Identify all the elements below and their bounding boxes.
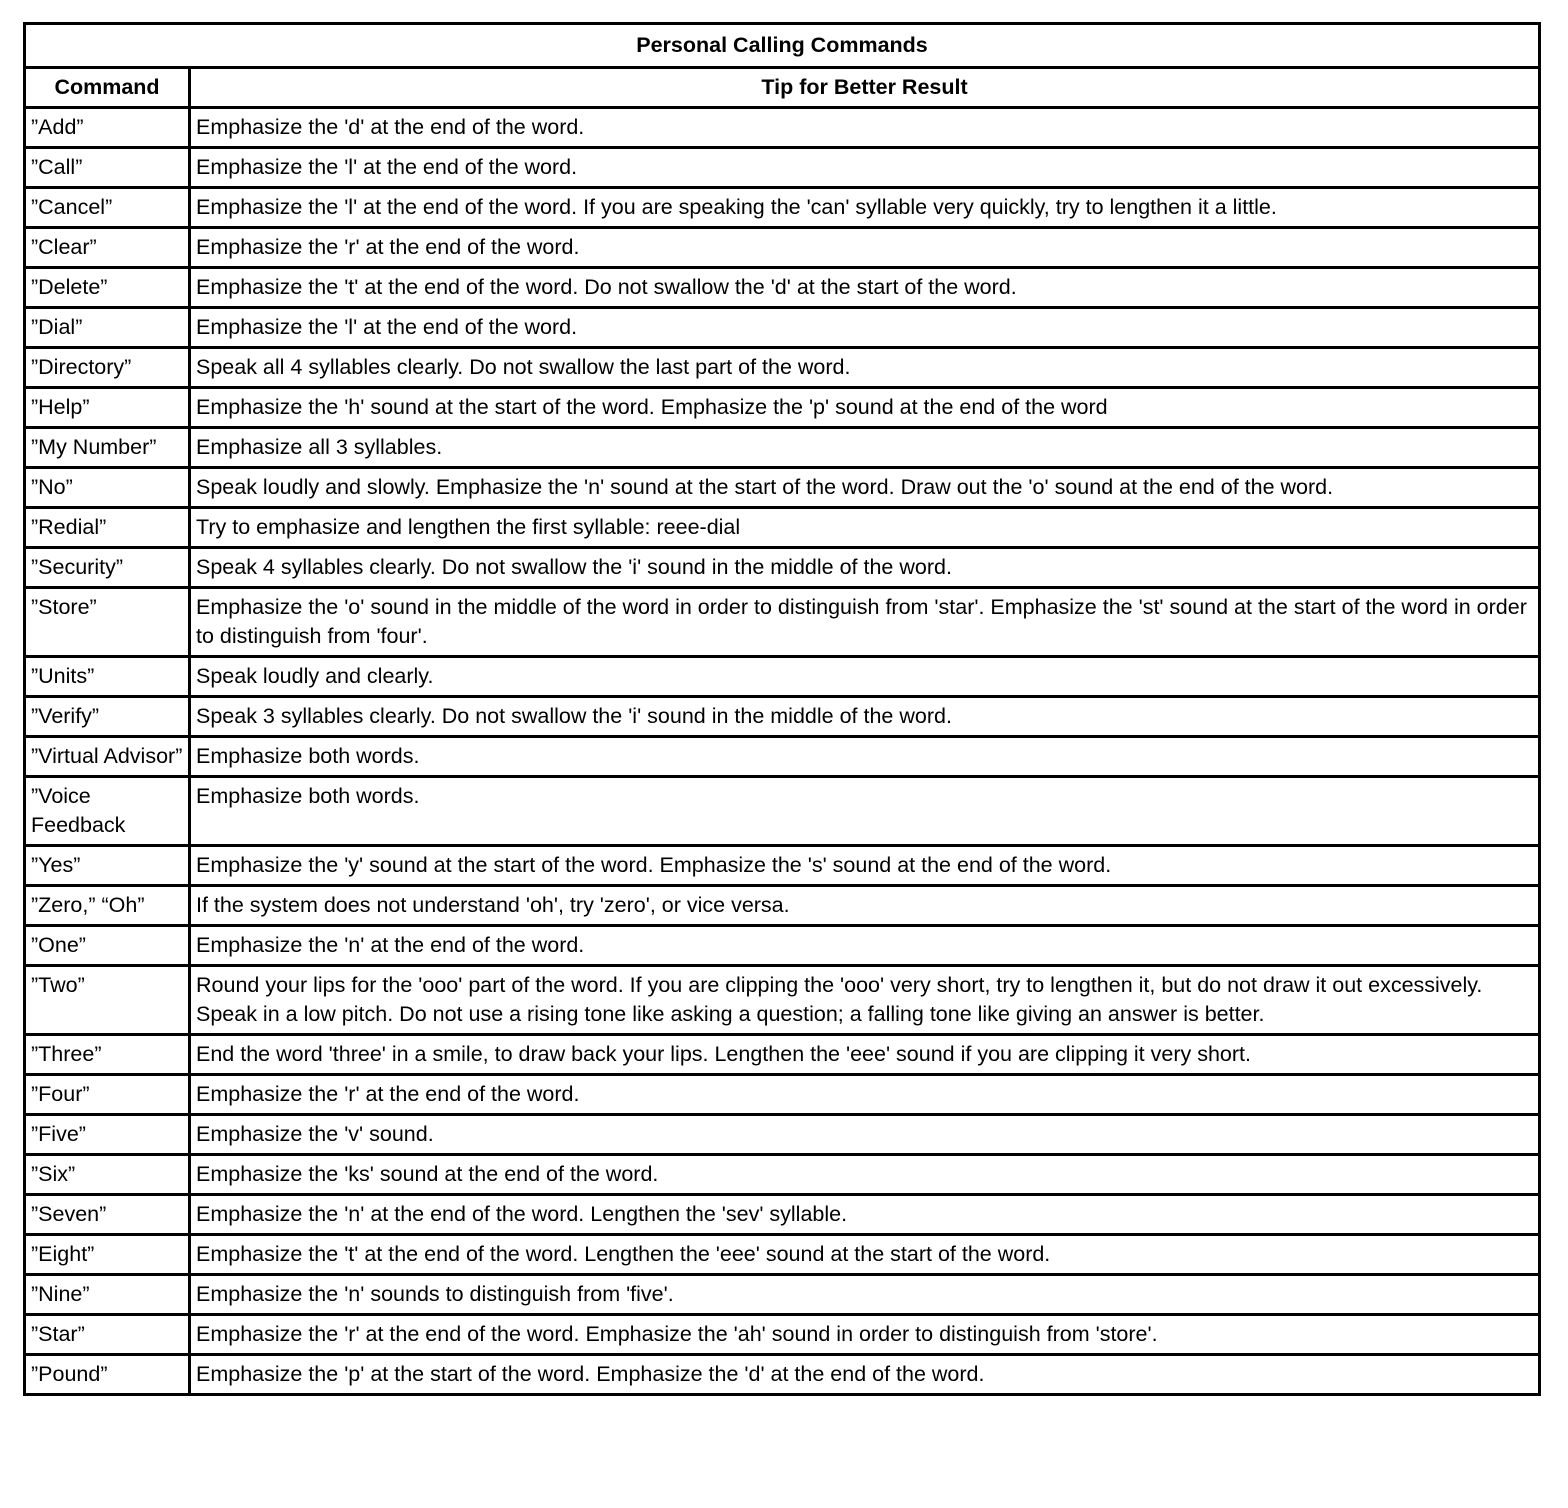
table-row (25, 508, 1540, 548)
command-cell: ”Directory” (25, 348, 190, 388)
command-cell: ”Redial” (25, 508, 190, 548)
tip-cell: Emphasize the 'r' at the end of the word. (190, 228, 1540, 268)
command-cell: ”Units” (25, 657, 190, 697)
table-row (25, 108, 1540, 148)
table-row (25, 846, 1540, 886)
table-row (25, 228, 1540, 268)
table-row (25, 148, 1540, 188)
command-cell: ”No” (25, 468, 190, 508)
tip-cell: Emphasize the 'y' sound at the start of the word. Emphasize the 's' sound at the end of the word. (190, 846, 1540, 886)
table-row (25, 1235, 1540, 1275)
tip-cell: Speak 3 syllables clearly. Do not swallow the 'i' sound in the middle of the word. (190, 697, 1540, 737)
table-row (25, 697, 1540, 737)
table-row (25, 588, 1540, 657)
command-cell: ”Clear” (25, 228, 190, 268)
tip-cell: End the word 'three' in a smile, to draw back your lips. Lengthen the 'eee' sound if you are clipping it very short. (190, 1035, 1540, 1075)
tip-cell: Emphasize the 'p' at the start of the word. Emphasize the 'd' at the end of the word. (190, 1355, 1540, 1395)
command-cell: ”Yes” (25, 846, 190, 886)
tip-cell: Emphasize the 'ks' sound at the end of the word. (190, 1155, 1540, 1195)
table-row (25, 966, 1540, 1035)
command-cell: ”Security” (25, 548, 190, 588)
command-cell: ”Star” (25, 1315, 190, 1355)
command-cell: ”Help” (25, 388, 190, 428)
tip-cell: Emphasize the 'l' at the end of the word. (190, 148, 1540, 188)
table-row (25, 388, 1540, 428)
command-cell: ”Three” (25, 1035, 190, 1075)
command-cell: ”Dial” (25, 308, 190, 348)
tip-cell: Emphasize the 'n' at the end of the word. Lengthen the 'sev' syllable. (190, 1195, 1540, 1235)
tip-cell: Emphasize all 3 syllables. (190, 428, 1540, 468)
header-row (25, 68, 1540, 108)
command-cell: ”My Number” (25, 428, 190, 468)
table-row (25, 308, 1540, 348)
command-cell: ”Verify” (25, 697, 190, 737)
tip-cell: Emphasize the 'n' at the end of the word. (190, 926, 1540, 966)
column-header-command: Command (25, 68, 190, 108)
command-cell: ”Four” (25, 1075, 190, 1115)
commands-table (23, 22, 1541, 1396)
table-row (25, 1115, 1540, 1155)
column-header-tip: Tip for Better Result (190, 68, 1540, 108)
table-row (25, 548, 1540, 588)
tip-cell: Emphasize the 'r' at the end of the word. Emphasize the 'ah' sound in order to distinguish from 'store'. (190, 1315, 1540, 1355)
tip-cell: Emphasize the 't' at the end of the word. Do not swallow the 'd' at the start of the word. (190, 268, 1540, 308)
command-cell: ”Zero,” “Oh” (25, 886, 190, 926)
title-row (25, 24, 1540, 68)
command-cell: ”Seven” (25, 1195, 190, 1235)
table-row (25, 886, 1540, 926)
tip-cell: Emphasize the 'l' at the end of the word. If you are speaking the 'can' syllable very quickly, try to lengthen it a little. (190, 188, 1540, 228)
tip-cell: Emphasize the 't' at the end of the word. Lengthen the 'eee' sound at the start of the word. (190, 1235, 1540, 1275)
table-row (25, 777, 1540, 846)
command-cell: ”Call” (25, 148, 190, 188)
command-cell: ”Voice Feedback (25, 777, 190, 846)
table-row (25, 348, 1540, 388)
tip-cell: Speak loudly and clearly. (190, 657, 1540, 697)
command-cell: ”Two” (25, 966, 190, 1035)
command-cell: ”Five” (25, 1115, 190, 1155)
tip-cell: Emphasize the 'o' sound in the middle of the word in order to distinguish from 'star'. Emphasize the 'st' sound at the start of the word in order to distinguish from 'four'. (190, 588, 1540, 657)
table-row (25, 1195, 1540, 1235)
table-row (25, 468, 1540, 508)
table-row (25, 188, 1540, 228)
tip-cell: Emphasize the 'l' at the end of the word. (190, 308, 1540, 348)
tip-cell: Round your lips for the 'ooo' part of the word. If you are clipping the 'ooo' very short, try to lengthen it, but do not draw it out excessively. Speak in a low pitch. Do not use a rising tone like asking a question; a falling tone like giving an answer is better. (190, 966, 1540, 1035)
tip-cell: Speak all 4 syllables clearly. Do not swallow the last part of the word. (190, 348, 1540, 388)
table-title: Personal Calling Commands (25, 24, 1540, 68)
tip-cell: Emphasize the 'n' sounds to distinguish from 'five'. (190, 1275, 1540, 1315)
command-cell: ”Pound” (25, 1355, 190, 1395)
command-cell: ”Nine” (25, 1275, 190, 1315)
table-row (25, 1315, 1540, 1355)
tip-cell: Try to emphasize and lengthen the first syllable: reee-dial (190, 508, 1540, 548)
table-row (25, 268, 1540, 308)
tip-cell: Speak loudly and slowly. Emphasize the 'n' sound at the start of the word. Draw out the 'o' sound at the end of the word. (190, 468, 1540, 508)
tip-cell: Emphasize both words. (190, 777, 1540, 846)
tip-cell: Speak 4 syllables clearly. Do not swallow the 'i' sound in the middle of the word. (190, 548, 1540, 588)
tip-cell: Emphasize the 'd' at the end of the word. (190, 108, 1540, 148)
table-row (25, 1275, 1540, 1315)
tip-cell: Emphasize the 'h' sound at the start of the word. Emphasize the 'p' sound at the end of the word (190, 388, 1540, 428)
table-row (25, 428, 1540, 468)
table-row (25, 1355, 1540, 1395)
table-row (25, 1035, 1540, 1075)
command-cell: ”Virtual Advisor” (25, 737, 190, 777)
tip-cell: If the system does not understand 'oh', try 'zero', or vice versa. (190, 886, 1540, 926)
table-row (25, 657, 1540, 697)
tip-cell: Emphasize the 'v' sound. (190, 1115, 1540, 1155)
table-row (25, 1155, 1540, 1195)
command-cell: ”Store” (25, 588, 190, 657)
command-cell: ”Eight” (25, 1235, 190, 1275)
tip-cell: Emphasize both words. (190, 737, 1540, 777)
table-row (25, 1075, 1540, 1115)
tip-cell: Emphasize the 'r' at the end of the word. (190, 1075, 1540, 1115)
table-body (25, 108, 1540, 1395)
table-row (25, 926, 1540, 966)
command-cell: ”One” (25, 926, 190, 966)
command-cell: ”Delete” (25, 268, 190, 308)
table-row (25, 737, 1540, 777)
command-cell: ”Six” (25, 1155, 190, 1195)
command-cell: ”Add” (25, 108, 190, 148)
command-cell: ”Cancel” (25, 188, 190, 228)
